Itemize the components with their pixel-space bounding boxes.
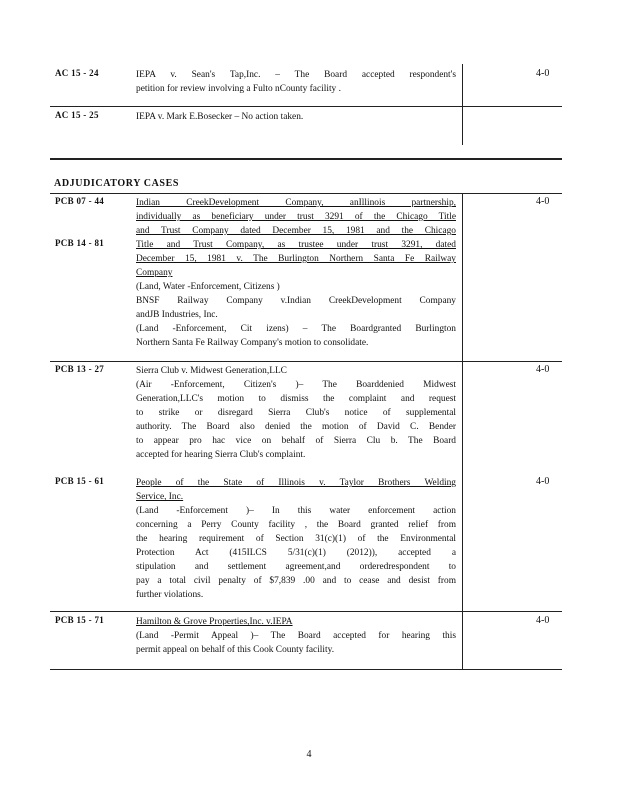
case-description [136, 68, 456, 96]
description-line: Service, Inc. [136, 492, 184, 502]
description-line: Protection Act (415ILCS 5/31(c)(1) (2012)), accepted a [136, 548, 456, 558]
row-divider [50, 611, 562, 612]
case-number: PCB 13 - 27 [55, 364, 105, 374]
description-line: pay a total civil penalty of $7,839 .00 and to cease and desist from [136, 576, 456, 586]
adjudicatory-section [50, 156, 562, 671]
description-line: andJB Industries, Inc. [136, 310, 218, 320]
description-line: Generation,LLC's motion to dismiss the complaint and request [136, 394, 456, 404]
case-number: PCB 15 - 61 [55, 476, 105, 486]
description-line: People of the State of Illinois v. Taylor Brothers Welding [136, 478, 456, 488]
case-description [136, 110, 456, 124]
column-divider [462, 194, 463, 361]
description-line: permit appeal on behalf of this Cook County facility. [136, 645, 335, 655]
case-description [136, 364, 456, 462]
case-description [136, 615, 456, 657]
vote-count: 4-0 [536, 476, 550, 487]
column-divider [462, 470, 463, 604]
description-line: (Land -Permit Appeal )– The Board accepted for hearing this [136, 631, 456, 641]
description-line: the hearing requirement of Section 31(c)(1) of the Environmental [136, 534, 456, 544]
vote-count: 4-0 [536, 364, 550, 375]
section-title: ADJUDICATORY CASES [54, 178, 180, 189]
case-number: PCB 15 - 71 [55, 615, 105, 625]
description-line: accepted for hearing Sierra Club's complaint. [136, 450, 306, 460]
column-divider [462, 64, 463, 145]
case-number: PCB 07 - 44 [55, 196, 105, 206]
case-description [136, 196, 456, 350]
case-number: AC 15 - 24 [55, 68, 99, 78]
section-header-rule [50, 193, 562, 194]
case-number: AC 15 - 25 [55, 110, 99, 120]
description-line: stipulation and settlement agreement,and orderedrespondent to [136, 562, 456, 572]
description-line: IEPA v. Sean's Tap,Inc. – The Board accepted respondent's [136, 70, 456, 80]
description-line: (Land -Enforcement )– In this water enforcement action [136, 506, 456, 516]
description-line: individually as beneficiary under trust 3291 of the Chicago Title [136, 212, 456, 222]
description-line: Title and Trust Company, as trustee under trust 3291, dated [136, 240, 456, 250]
case-number: PCB 14 - 81 [55, 238, 105, 248]
description-line: Hamilton & Grove Properties,Inc. v.IEPA [136, 617, 293, 627]
administrative-citations-block [50, 64, 562, 146]
column-divider [462, 604, 463, 669]
page-number: 4 [306, 749, 312, 760]
case-description [136, 476, 456, 602]
row-divider [50, 106, 562, 107]
description-line: to appear pro hac vice on behalf of Sierra Clu b. The Board [136, 436, 456, 446]
description-line: BNSF Railway Company v.Indian CreekDevelopment Company [136, 296, 456, 306]
row-divider [50, 669, 562, 670]
description-line: to strike or disregard Sierra Club's notice of supplemental [136, 408, 456, 418]
description-line: (Land -Enforcement, Cit izens) – The Boardgranted Burlington [136, 324, 456, 334]
description-line: Company [136, 268, 173, 278]
description-line: petition for review involving a Fulto nCounty facility . [136, 84, 341, 94]
column-divider [462, 362, 463, 470]
section-top-rule [50, 158, 562, 160]
vote-count: 4-0 [536, 615, 550, 626]
description-line: Northern Santa Fe Railway Company's motion to consolidate. [136, 338, 369, 348]
description-line: Sierra Club v. Midwest Generation,LLC [136, 366, 287, 376]
description-line: and Trust Company dated December 15, 1981 and the Chicago [136, 226, 456, 236]
description-line: further violations. [136, 590, 204, 600]
description-line: Indian CreekDevelopment Company, anIllinois partnership, [136, 198, 456, 208]
description-line: authority. The Board also denied the motion of David C. Bender [136, 422, 456, 432]
description-line: (Land, Water -Enforcement, Citizens ) [136, 282, 280, 292]
description-line: concerning a Perry County facility , the Board granted relief from [136, 520, 456, 530]
vote-count: 4-0 [536, 68, 550, 79]
description-line: December 15, 1981 v. The Burlington Northern Santa Fe Railway [136, 254, 456, 264]
description-line: (Air -Enforcement, Citizen's )– The Boarddenied Midwest [136, 380, 456, 390]
row-divider [50, 361, 562, 362]
vote-count: 4-0 [536, 196, 550, 207]
description-line: IEPA v. Mark E.Bosecker – No action taken. [136, 112, 304, 122]
